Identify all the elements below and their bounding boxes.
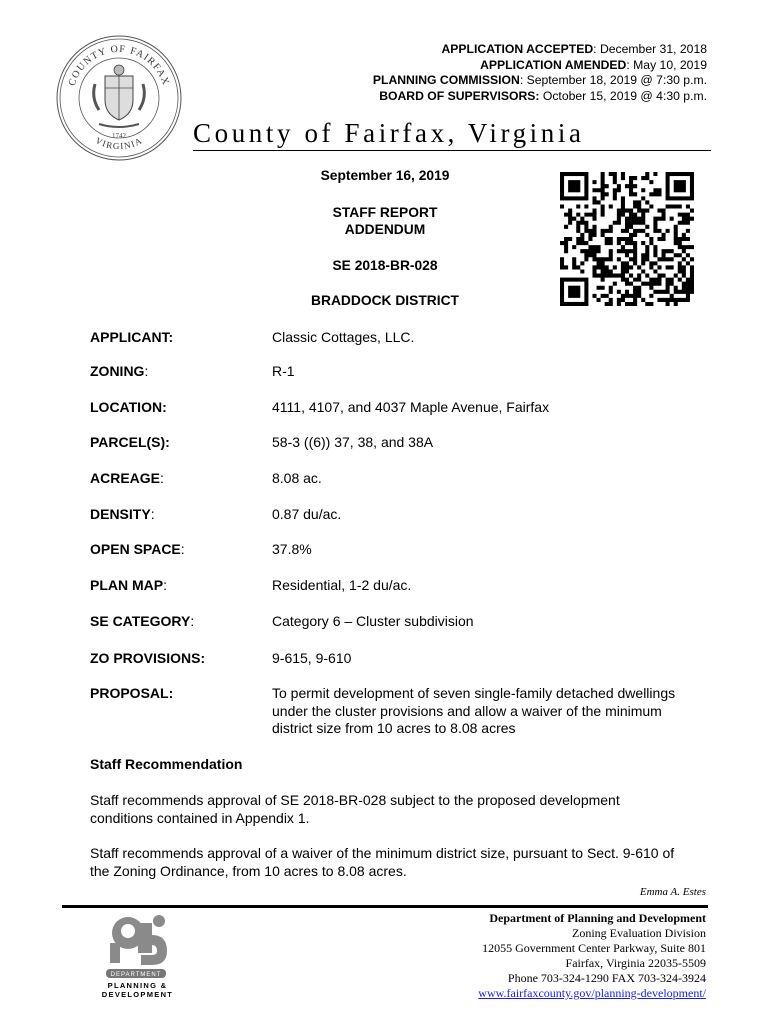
logo-badge-text: DEPARTMENT (110, 972, 162, 978)
application-dates (373, 42, 707, 104)
department-address (478, 911, 706, 1001)
phone-fax: Phone 703-324-1290 FAX 703-324-3924 (507, 971, 706, 985)
plan-map-label: PLAN MAP: (90, 577, 168, 593)
seal-bottom-text: VIRGINIA (93, 135, 145, 152)
density-label: DENSITY: (90, 506, 155, 522)
address-line-1: 12055 Government Center Parkway, Suite 801 (482, 941, 706, 955)
zo-provisions-label: ZO PROVISIONS: (90, 650, 206, 666)
se-category-value: Category 6 – Cluster subdivision (272, 613, 474, 629)
se-category-label: SE CATEGORY: (90, 613, 195, 629)
report-date: September 16, 2019 (320, 168, 450, 183)
applicant-value: Classic Cottages, LLC. (272, 329, 415, 345)
open-space-label: OPEN SPACE: (90, 541, 185, 557)
parcels-value: 58-3 ((6)) 37, 38, and 38A (272, 434, 434, 450)
title-rule (193, 150, 711, 151)
case-number: SE 2018-BR-028 (332, 258, 438, 273)
board-of-supervisors-line: BOARD OF SUPERVISORS: October 15, 2019 @ 4:30 p.m. (379, 88, 707, 103)
location-value: 4111, 4107, and 4037 Maple Avenue, Fairfax (272, 399, 550, 415)
qr-code (560, 172, 694, 308)
report-type-line2: ADDENDUM (344, 222, 426, 237)
department-website-link[interactable]: www.fairfaxcounty.gov/planning-development/ (478, 986, 706, 1000)
county-seal (55, 34, 183, 162)
zo-provisions-value: 9-615, 9-610 (272, 650, 352, 666)
report-type-line1: STAFF REPORT (332, 205, 438, 220)
zoning-label: ZONING: (90, 363, 149, 379)
recommendation-heading: Staff Recommendation (90, 756, 243, 772)
county-title: County of Fairfax, Virginia (193, 118, 585, 148)
acreage-label: ACREAGE: (90, 470, 164, 486)
recommendation-paragraph-1: Staff recommends approval of SE 2018-BR-028 subject to the proposed development conditions contained in Appendix 1. (90, 792, 620, 826)
recommendation-paragraph-2: Staff recommends approval of a waiver of the minimum district size, pursuant to Sect. 9-610 of the Zoning Ordinance, from 10 acres to 8.08 acres. (90, 845, 675, 879)
seal-top-text: COUNTY OF FAIRFAX (66, 43, 172, 88)
address-line-2: Fairfax, Virginia 22035-5509 (565, 956, 706, 970)
parcels-label: PARCEL(S): (90, 434, 170, 450)
department-name: Department of Planning and Development (489, 911, 706, 925)
plan-map-value: Residential, 1-2 du/ac. (272, 577, 412, 593)
open-space-value: 37.8% (272, 541, 312, 557)
staff-signer: Emma A. Estes (639, 886, 706, 898)
density-value: 0.87 du/ac. (272, 506, 342, 522)
zoning-value: R-1 (272, 363, 295, 379)
district: BRADDOCK DISTRICT (311, 293, 459, 308)
proposal-label: PROPOSAL: (90, 685, 174, 701)
amended-line: APPLICATION AMENDED: May 10, 2019 (480, 57, 707, 72)
seal-year: 1742 (112, 132, 126, 140)
location-label: LOCATION: (90, 399, 167, 415)
applicant-label: APPLICANT: (90, 329, 174, 345)
acreage-value: 8.08 ac. (272, 470, 322, 486)
logo-caption: PLANNING & DEVELOPMENT (101, 981, 174, 999)
planning-commission-line: PLANNING COMMISSION: September 18, 2019 @ 7:30 p.m. (372, 73, 707, 87)
proposal-value: To permit development of seven single-family detached dwellings under the cluster provisions and allow a waiver of the minimum district size from 10 acres to 8.08 acres (272, 685, 676, 736)
division-name: Zoning Evaluation Division (572, 926, 706, 940)
accepted-line: APPLICATION ACCEPTED: December 31, 2018 (441, 42, 707, 56)
